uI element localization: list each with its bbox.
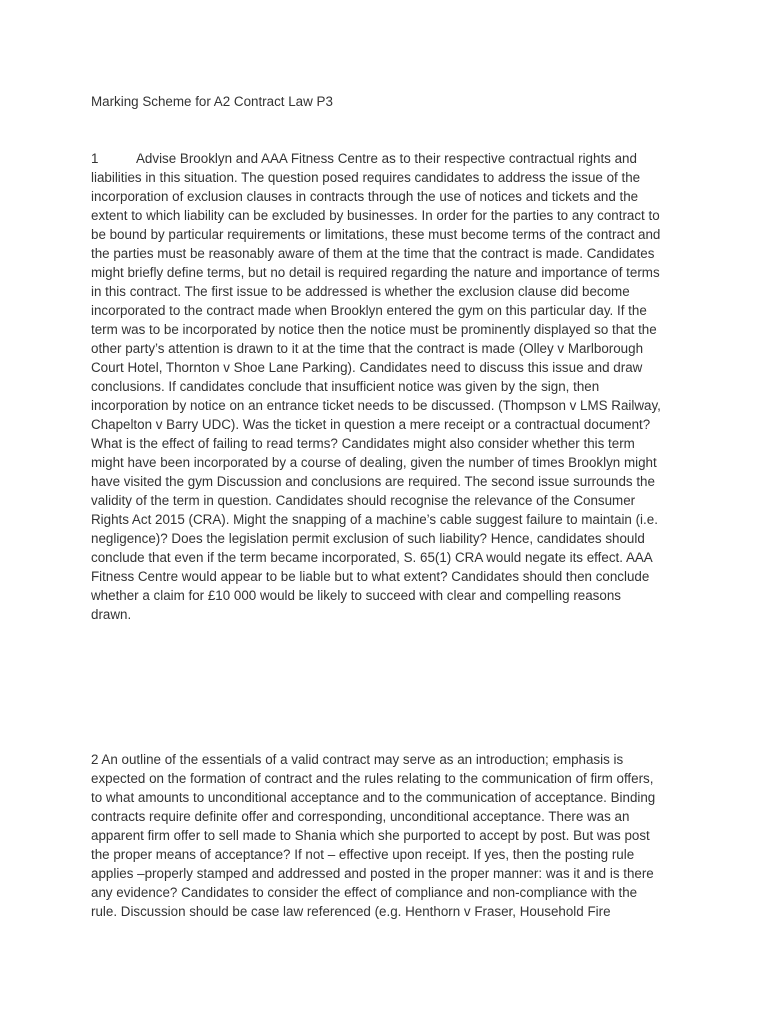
paragraph-line: might have been incorporated by a course of dealing, given the number of times Brooklyn might bbox=[91, 455, 657, 470]
paragraph-line: any evidence? Candidates to consider the effect of compliance and non-compliance with the bbox=[91, 885, 638, 900]
question-1-paragraph bbox=[91, 149, 691, 624]
paragraph-line: What is the effect of failing to read terms? Candidates might also consider whether this term bbox=[91, 436, 635, 451]
paragraph-line: whether a claim for £10 000 would be likely to succeed with clear and compelling reasons bbox=[91, 588, 621, 603]
question-number: 1 bbox=[91, 151, 99, 166]
paragraph-line: incorporation by notice on an entrance ticket needs to be discussed. (Thompson v LMS Railway, bbox=[91, 398, 661, 413]
paragraph-line: the parties must be reasonably aware of them at the time that the contract is made. Candidates bbox=[91, 246, 655, 261]
paragraph-line: expected on the formation of contract and the rules relating to the communication of firm offers, bbox=[91, 771, 654, 786]
paragraph-line: have visited the gym Discussion and conclusions are required. The second issue surrounds the bbox=[91, 474, 655, 489]
paragraph-line: validity of the term in question. Candidates should recognise the relevance of the Consumer bbox=[91, 493, 636, 508]
paragraph-line-text: Advise Brooklyn and AAA Fitness Centre as to their respective contractual rights and bbox=[136, 151, 637, 166]
paragraph-line: Fitness Centre would appear to be liable but to what extent? Candidates should then conclude bbox=[91, 569, 650, 584]
paragraph-line: incorporation of exclusion clauses in contracts through the use of notices and tickets and the bbox=[91, 189, 639, 204]
paragraph-line: contracts require definite offer and corresponding, unconditional acceptance. There was an bbox=[91, 809, 630, 824]
paragraph-line: conclusions. If candidates conclude that insufficient notice was given by the sign, then bbox=[91, 379, 600, 394]
paragraph-line: drawn. bbox=[91, 607, 132, 622]
paragraph-line: Rights Act 2015 (CRA). Might the snapping of a machine’s cable suggest failure to maintain (i.e. bbox=[91, 512, 658, 527]
paragraph-line: term was to be incorporated by notice then the notice must be prominently displayed so that the bbox=[91, 322, 657, 337]
paragraph-line: might briefly define terms, but no detail is required regarding the nature and importance of terms bbox=[91, 265, 660, 280]
paragraph-line: be bound by particular requirements or limitations, these must become terms of the contract and bbox=[91, 227, 661, 242]
paragraph-line: the proper means of acceptance? If not – effective upon receipt. If yes, then the posting rule bbox=[91, 847, 635, 862]
paragraph-line: Court Hotel, Thornton v Shoe Lane Parking). Candidates need to discuss this issue and draw bbox=[91, 360, 643, 375]
paragraph-line: incorporated to the contract made when Brooklyn entered the gym on this particular day. If the bbox=[91, 303, 647, 318]
paragraph-line: applies –properly stamped and addressed and posted in the proper manner: was it and is there bbox=[91, 866, 654, 881]
document-title: Marking Scheme for A2 Contract Law P3 bbox=[91, 94, 333, 109]
paragraph-line: conclude that even if the term became incorporated, S. 65(1) CRA would negate its effect. AAA bbox=[91, 550, 653, 565]
question-2-paragraph bbox=[91, 750, 691, 921]
paragraph-line: rule. Discussion should be case law referenced (e.g. Henthorn v Fraser, Household Fire bbox=[91, 904, 611, 919]
paragraph-line: in this contract. The first issue to be addressed is whether the exclusion clause did become bbox=[91, 284, 630, 299]
paragraph-line: 2 An outline of the essentials of a valid contract may serve as an introduction; emphasis is bbox=[91, 752, 624, 767]
paragraph-line: to what amounts to unconditional acceptance and to the communication of acceptance. Binding bbox=[91, 790, 656, 805]
paragraph-line: Chapelton v Barry UDC). Was the ticket in question a mere receipt or a contractual document? bbox=[91, 417, 651, 432]
paragraph-line bbox=[91, 149, 691, 168]
paragraph-line: negligence)? Does the legislation permit exclusion of such liability? Hence, candidates should bbox=[91, 531, 645, 546]
paragraph-line: other party’s attention is drawn to it at the time that the contract is made (Olley v Marlborough bbox=[91, 341, 644, 356]
paragraph-line: apparent firm offer to sell made to Shania which she purported to accept by post. But was post bbox=[91, 828, 650, 843]
paragraph-line: extent to which liability can be excluded by businesses. In order for the parties to any contract to bbox=[91, 208, 660, 223]
paragraph-line: liabilities in this situation. The question posed requires candidates to address the issue of the bbox=[91, 170, 641, 185]
